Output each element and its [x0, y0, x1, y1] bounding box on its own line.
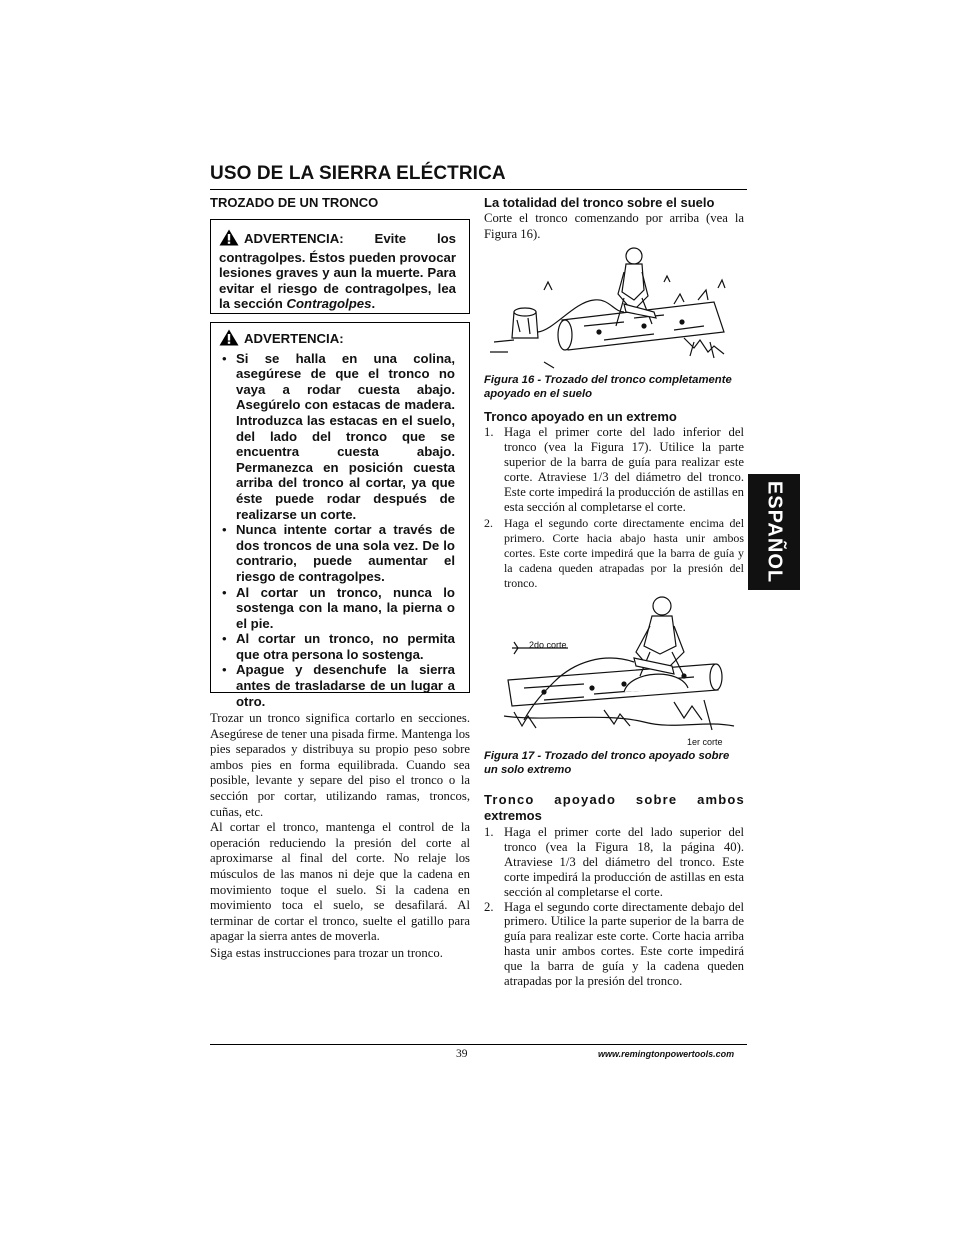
page-number: 39 — [456, 1048, 468, 1060]
footer-rule — [210, 1044, 747, 1045]
paragraph: Trozar un tronco significa cortarlo en secciones. Asegúrese de tener una pisada firme. Mantenga los pies separados y distribuya su propio peso sobre ambos pies en forma equilibrada. Cuando sea posible, levante y separe del piso el tronco o la sección por cortar, utilizando ramas, troncos, cuñas, etc. — [210, 711, 470, 819]
list-item: 1. Haga el primer corte del lado inferior del tronco (vea la Figura 17). Utilice la parte superior de la barra de guía para realizar este corte. Atraviese 1/3 del diámetro del tronco. Este corte impedirá la producción de astillas en esta sección al completarse el corte. — [484, 425, 744, 514]
warning-bullet: • Apague y desenchufe la sierra antes de trasladarse de un lugar a otro. — [219, 662, 455, 709]
paragraph: Al cortar el tronco, mantenga el control de la operación reduciendo la presión del corte al aproximarse al final del corte. No relaje los músculos de las manos ni deje que la cadena en movimiento toque el suelo. Si la cadena en movimiento toca el suelo, se desafilará. Al terminar de cortar el tronco, suelte el gatillo para apagar la sierra antes de moverla. — [210, 820, 470, 944]
warning-box-bucking — [210, 322, 470, 709]
footer-url: www.remingtonpowertools.com — [598, 1049, 735, 1059]
figure-16-caption: Figura 16 - Trozado del tronco completamente apoyado en el suelo — [484, 374, 732, 400]
header-rule — [210, 189, 747, 190]
section-heading-full-ground: La totalidad del tronco sobre el suelo — [484, 195, 715, 210]
section-heading-trozado: TROZADO DE UN TRONCO — [210, 195, 379, 210]
section-heading-one-end: Tronco apoyado en un extremo — [484, 409, 677, 424]
warning-bullet-list — [219, 351, 455, 710]
language-tab-label: ESPAÑOL — [763, 480, 786, 584]
warning-bullet: • Nunca intente cortar a través de dos troncos de una sola vez. De lo contrario, puede aumentar el riesgo de contragolpes. — [219, 522, 455, 584]
list-one-end — [484, 425, 744, 590]
warning-bullet: • Al cortar un tronco, no permita que otra persona lo sostenga. — [219, 631, 455, 662]
list-item: 2. Haga el segundo corte directamente encima del primero. Corte hacia abajo hasta unir ambos cortes. Este corte impedirá que la barra de guía y la cadena queden atrapadas por la presión del tronco. — [484, 516, 744, 590]
paragraph: Siga estas instrucciones para trozar un tronco. — [210, 945, 443, 960]
list-item: 2. Haga el segundo corte directamente debajo del primero. Utilice la parte superior de la barra de guía para realizar este corte. Corte hacia arriba hasta unir ambos cortes. Este corte impedirá que la barra de guía y la cadena queden atrapadas por la presión del tronco. — [484, 899, 744, 989]
page-title: USO DE LA SIERRA ELÉCTRICA — [210, 163, 506, 184]
warning-label: ADVERTENCIA: — [244, 231, 344, 246]
figure-16-illustration — [484, 242, 746, 374]
section-heading-both-ends: Tronco apoyado sobre ambos extremos — [484, 792, 745, 823]
section-text-full-ground: Corte el tronco comenzando por arriba (vea la Figura 16). — [484, 211, 744, 241]
warning-text: Evite los contragolpes. Éstos pueden provocar lesiones graves y aun la muerte. Para evitar el riesgo de contragolpes, lea la sección — [219, 231, 456, 312]
warning-triangle-icon — [219, 329, 239, 350]
figure-17-label-second-cut: 2do corte — [529, 640, 567, 650]
list-item: 1. Haga el primer corte del lado superior del tronco (vea la Figura 18, la página 40). Atraviese 1/3 del diámetro del tronco. Este corte impedirá la producción de astillas en esta sección al completarse el corte. — [484, 825, 744, 899]
warning-bullet: • Si se halla en una colina, asegúrese de que el tronco no vaya a rodar cuesta abajo. Asegúrelo con estacas de madera. Introduzca las estacas en el suelo, del lado del tronco que se encuentra cuesta abajo. Permanezca en posición cuesta arriba del tronco al cortar, ya que éste puede rodar después de realizarse un corte. — [219, 351, 455, 523]
warning-reference: Contragolpes — [286, 296, 372, 312]
figure-17-caption: Figura 17 - Trozado del tronco apoyado sobre un solo extremo — [484, 750, 730, 776]
left-body-text — [210, 711, 470, 962]
figure-17-illustration — [484, 592, 746, 752]
warning-triangle-icon — [219, 229, 239, 250]
warning-bullet: • Al cortar un tronco, nunca lo sostenga con la mano, la pierna o el pie. — [219, 585, 455, 632]
list-both-ends — [484, 825, 744, 989]
warning-label: ADVERTENCIA: — [244, 331, 344, 346]
figure-17-label-first-cut: 1er corte — [687, 737, 723, 747]
language-side-tab — [748, 474, 800, 590]
warning-box-kickback: ADVERTENCIA: Evite los contragolpes. Éstos pueden provocar lesiones graves y aun la muerte. Para evitar el riesgo de contragolpes, lea la sección Contragolpes. — [210, 219, 470, 314]
